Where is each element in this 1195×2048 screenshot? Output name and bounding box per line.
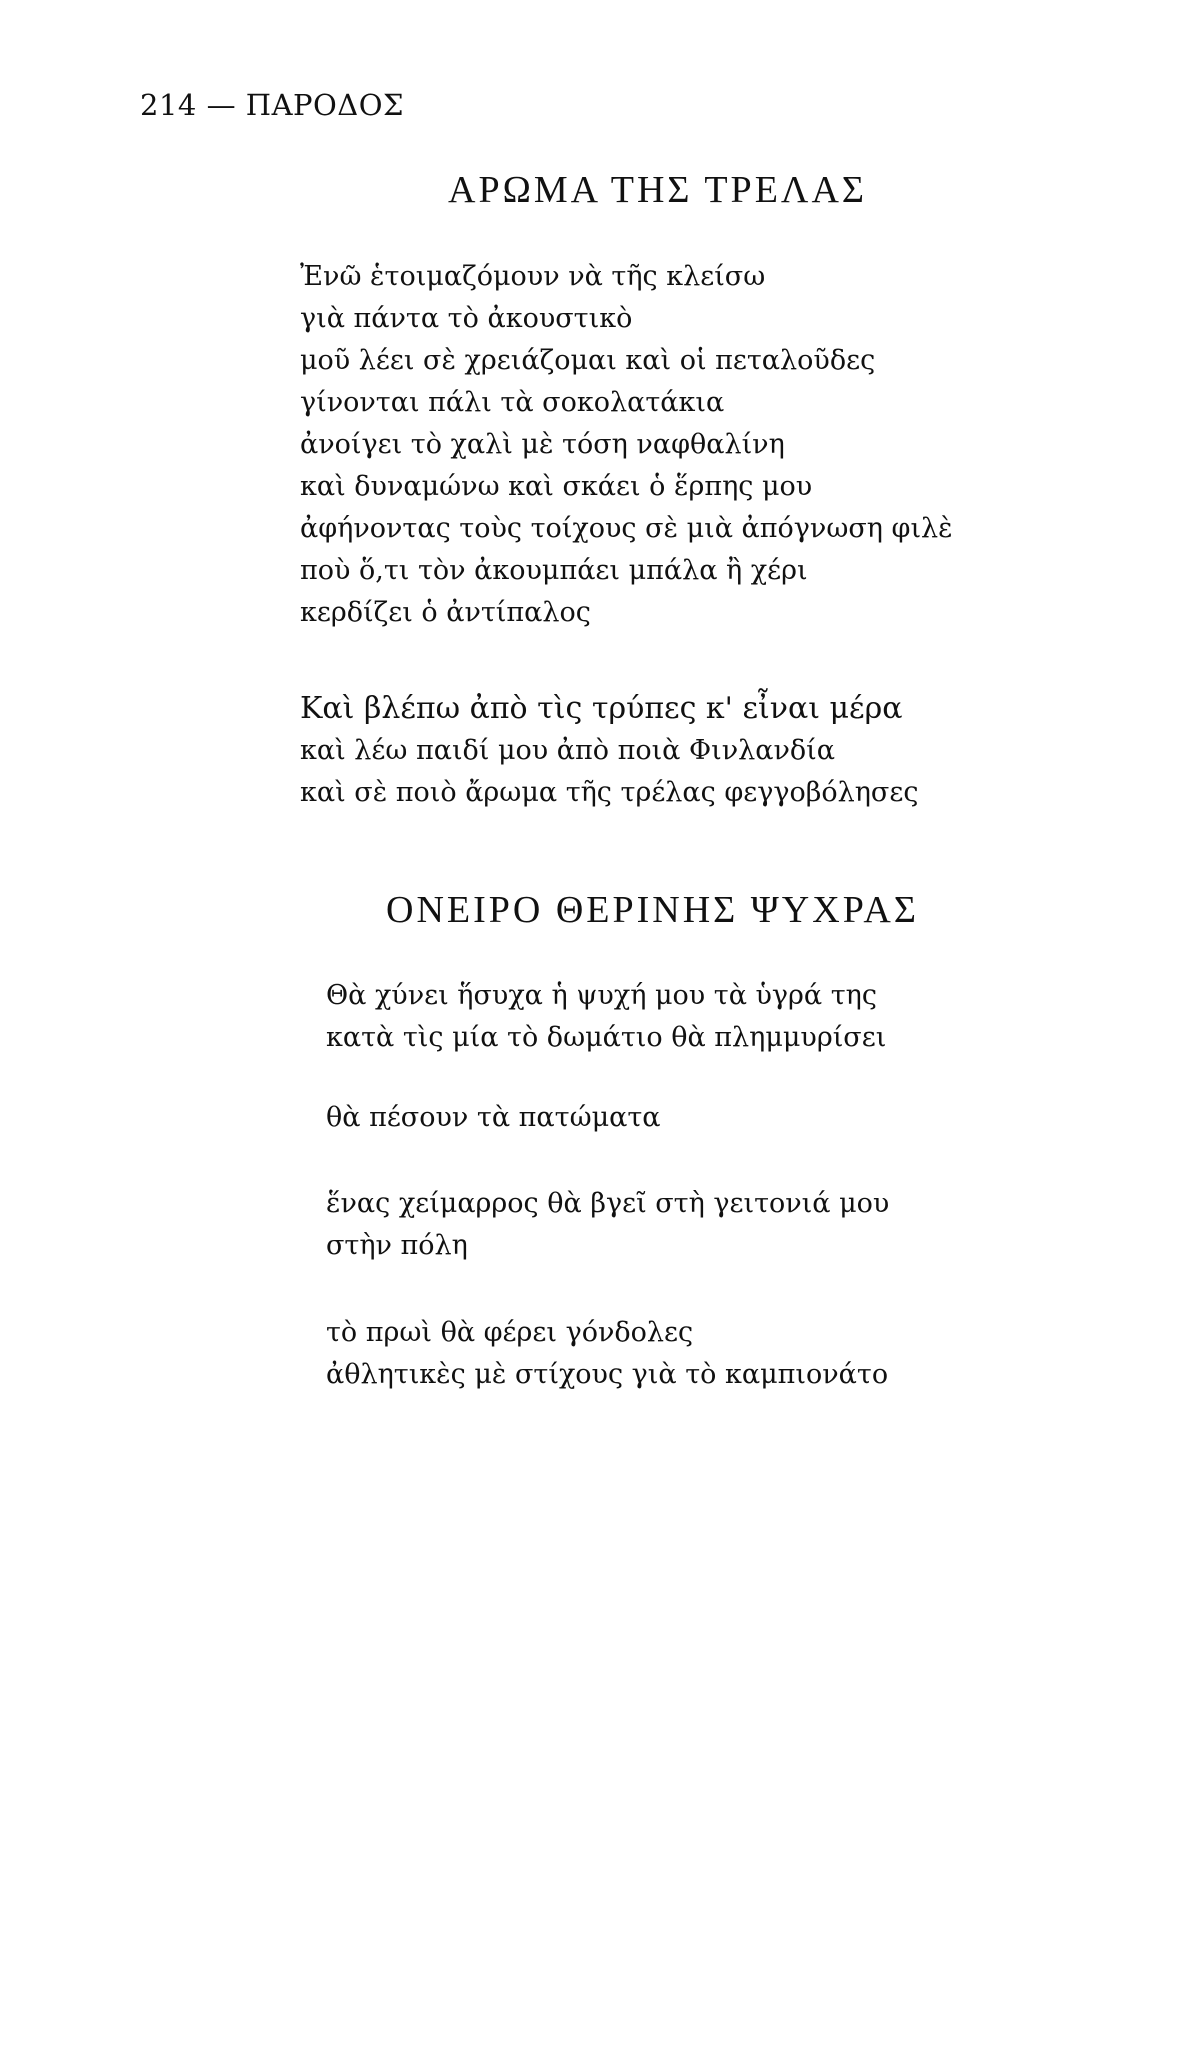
poem-title: ΑΡΩΜΑ ΤΗΣ ΤΡΕΛΑΣ — [448, 169, 868, 211]
poem-line: τὸ πρωὶ θὰ φέρει γόνδολες — [326, 1317, 694, 1348]
poem-line: καὶ δυναμώνω καὶ σκάει ὁ ἕρπης μου — [300, 471, 813, 502]
poem-line: ἕνας χείμαρρος θὰ βγεῖ στὴ γειτονιά μου — [326, 1188, 890, 1219]
poem-title: ΟΝΕΙΡΟ ΘΕΡΙΝΗΣ ΨΥΧΡΑΣ — [386, 889, 919, 931]
stanza — [326, 1097, 661, 1139]
stanza — [326, 1312, 888, 1396]
poem-line: κερδίζει ὁ ἀντίπαλος — [300, 597, 591, 628]
poem-line: κατὰ τὶς μία τὸ δωμάτιο θὰ πλημμυρίσει — [326, 1022, 887, 1053]
poem-line: γιὰ πάντα τὸ ἀκουστικὸ — [300, 303, 633, 334]
stanza — [326, 975, 886, 1059]
stanza — [326, 1183, 889, 1267]
poem-line: καὶ σὲ ποιὸ ἄρωμα τῆς τρέλας φεγγοβόλησες — [300, 777, 919, 808]
stanza — [300, 256, 953, 634]
poem-line: Θὰ χύνει ἥσυχα ἡ ψυχή μου τὰ ὑγρά της — [326, 980, 877, 1011]
poem-line: στὴν πόλη — [326, 1230, 468, 1261]
running-head: 214 — ΠΑΡΟΔΟΣ — [140, 88, 405, 122]
poem-line: καὶ λέω παιδί μου ἀπὸ ποιὰ Φινλανδία — [300, 735, 835, 766]
stanza — [300, 688, 918, 814]
poem-line: ἀφήνοντας τοὺς τοίχους σὲ μιὰ ἀπόγνωση φιλὲ — [300, 513, 953, 544]
poem-line: γίνονται πάλι τὰ σοκολατάκια — [300, 387, 725, 418]
poem-line: ἀνοίγει τὸ χαλὶ μὲ τόση ναφθαλίνη — [300, 429, 785, 460]
poem-line: μοῦ λέει σὲ χρειάζομαι καὶ οἱ πεταλοῦδες — [300, 345, 876, 376]
poem-line: θὰ πέσουν τὰ πατώματα — [326, 1102, 661, 1133]
poem-line: ἀθλητικὲς μὲ στίχους γιὰ τὸ καμπιονάτο — [326, 1359, 889, 1390]
poem-line: Καὶ βλέπω ἀπὸ τὶς τρύπες κ' εἶναι μέρα — [300, 691, 903, 726]
poem-line: ποὺ ὅ,τι τὸν ἀκουμπάει μπάλα ἢ χέρι — [300, 555, 808, 586]
poem-line: Ἐνῶ ἑτοιμαζόμουν νὰ τῆς κλείσω — [300, 261, 766, 292]
